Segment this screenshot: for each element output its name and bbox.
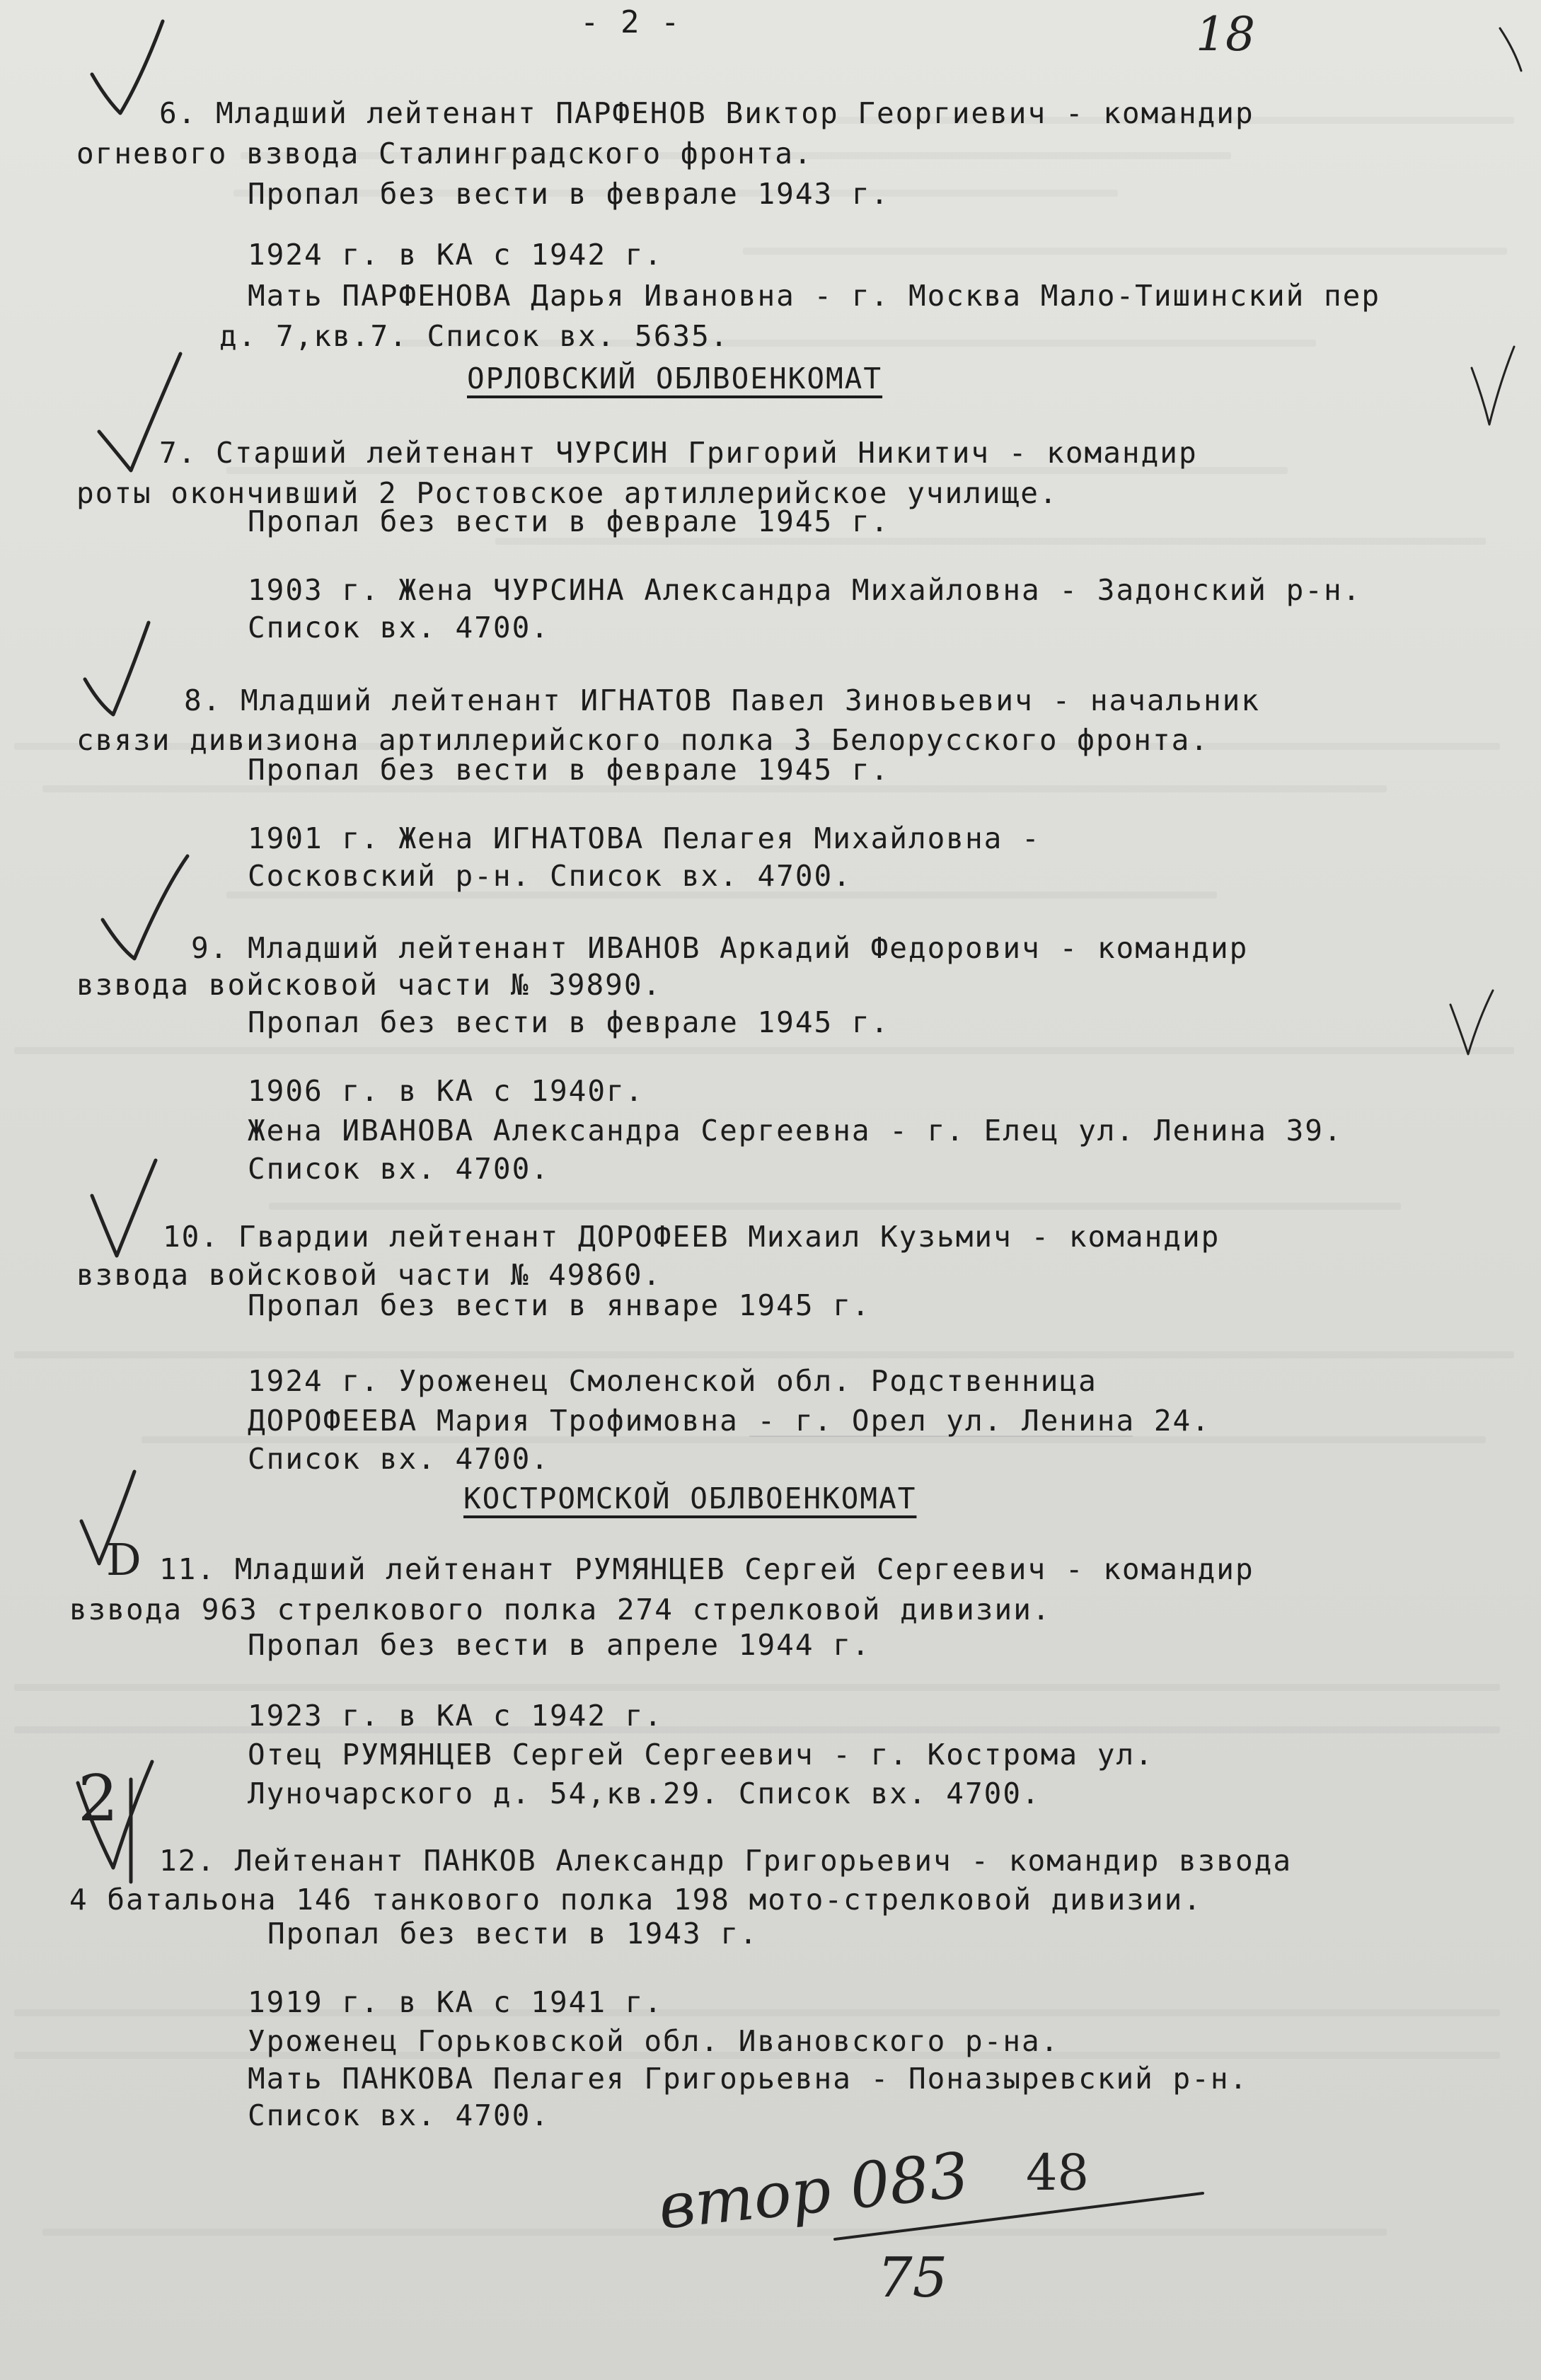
entry-heading: 6. Младший лейтенант ПАРФЕНОВ Виктор Георгиевич - командир: [159, 96, 1254, 130]
entry-detail: Список вх. 4700.: [248, 611, 550, 645]
entry-detail: Отец РУМЯНЦЕВ Сергей Сергеевич - г. Кострома ул.: [248, 1738, 1154, 1772]
entry-heading: 10. Гвардии лейтенант ДОРОФЕЕВ Михаил Кузьмич - командир: [163, 1220, 1220, 1254]
entry-heading: 9. Младший лейтенант ИВАНОВ Аркадий Федорович - командир: [191, 931, 1249, 965]
entry-detail: Список вх. 4700.: [248, 1152, 550, 1186]
entry-detail: Сосковский р-н. Список вх. 4700.: [248, 859, 852, 893]
margin-check-right-2: [1450, 990, 1493, 1054]
check-mark-6: [92, 21, 163, 113]
entry-missing-status: Пропал без вести в 1943 г.: [267, 1917, 758, 1951]
check-mark-8: [85, 623, 149, 715]
entry-missing-status: Пропал без вести в январе 1945 г.: [248, 1288, 871, 1322]
entry-heading: 8. Младший лейтенант ИГНАТОВ Павел Зиновьевич - начальник: [184, 683, 1260, 717]
entry-detail: Жена ИВАНОВА Александра Сергеевна - г. Елец ул. Ленина 39.: [248, 1114, 1343, 1148]
entry-detail: 1903 г. Жена ЧУРСИНА Александра Михайловна - Задонский р-н.: [248, 573, 1362, 607]
entry-detail: 1906 г. в КА с 1940г.: [248, 1074, 645, 1108]
entry-heading: 12. Лейтенант ПАНКОВ Александр Григорьевич - командир взвода: [159, 1844, 1293, 1878]
margin-check-right-1: [1472, 347, 1514, 424]
entry-detail: Список вх. 4700.: [248, 2098, 550, 2132]
entry-detail: д. 7,кв.7. Список вх. 5635.: [219, 319, 729, 353]
handwritten-denominator: 75: [877, 2246, 948, 2310]
handwritten-mark-d: D: [106, 1534, 142, 1585]
entry-detail: 1901 г. Жена ИГНАТОВА Пелагея Михайловна -: [248, 821, 1041, 855]
entry-description: 4 батальона 146 танкового полка 198 мото-стрелковой дивизии.: [69, 1883, 1203, 1917]
entry-missing-status: Пропал без вести в феврале 1945 г.: [248, 1005, 890, 1039]
entry-description: роты окончивший 2 Ростовское артиллерийское училище.: [76, 476, 1058, 510]
handwritten-number-48: 48: [1026, 2144, 1090, 2202]
entry-description: взвода 963 стрелкового полка 274 стрелковой дивизии.: [69, 1593, 1051, 1627]
check-mark-10: [92, 1160, 156, 1256]
entry-detail: Луночарского д. 54,кв.29. Список вх. 4700.: [248, 1777, 1041, 1810]
entry-heading: 7. Старший лейтенант ЧУРСИН Григорий Никитич - командир: [159, 436, 1198, 470]
entry-missing-status: Пропал без вести в феврале 1945 г.: [248, 753, 890, 787]
handwritten-mark-2: 2: [78, 1762, 119, 1836]
entry-detail: 1924 г. Уроженец Смоленской обл. Родственница: [248, 1364, 1097, 1398]
entry-detail: Мать ПАНКОВА Пелагея Григорьевна - Поназыревский р-н.: [248, 2062, 1249, 2096]
entry-description: взвода войсковой части № 39890.: [76, 968, 662, 1002]
entry-detail: 1923 г. в КА с 1942 г.: [248, 1699, 664, 1733]
entry-missing-status: Пропал без вести в апреле 1944 г.: [248, 1628, 871, 1662]
entry-detail: 1924 г. в КА с 1942 г.: [248, 238, 664, 272]
entry-detail: 1919 г. в КА с 1941 г.: [248, 1985, 664, 2019]
entry-missing-status: Пропал без вести в феврале 1945 г.: [248, 504, 890, 538]
entry-detail: Уроженец Горьковской обл. Ивановского р-на.: [248, 2024, 1060, 2058]
entry-detail: Список вх. 4700.: [248, 1442, 550, 1476]
entry-detail: Мать ПАРФЕНОВА Дарья Ивановна - г. Москва Мало-Тишинский пер: [248, 279, 1381, 313]
entry-description: связи дивизиона артиллерийского полка 3 Белорусского фронта.: [76, 723, 1210, 757]
entry-detail: ДОРОФЕЕВА Мария Трофимовна - г. Орел ул. Ленина 24.: [248, 1404, 1211, 1438]
section-heading-orel: ОРЛОВСКИЙ ОБЛВОЕНКОМАТ: [467, 362, 883, 395]
entry-description: взвода войсковой части № 49860.: [76, 1258, 662, 1292]
handwritten-archive-number: втор 083: [654, 2138, 973, 2243]
check-mark-9: [103, 856, 187, 959]
entry-description: огневого взвода Сталинградского фронта.: [76, 137, 813, 171]
margin-stroke-right: [1500, 28, 1521, 71]
entry-heading: 11. Младший лейтенант РУМЯНЦЕВ Сергей Сергеевич - командир: [159, 1552, 1254, 1586]
entry-missing-status: Пропал без вести в феврале 1943 г.: [248, 177, 890, 211]
section-heading-kostroma: КОСТРОМСКОЙ ОБЛВОЕНКОМАТ: [463, 1481, 917, 1515]
margin-note: 18: [1196, 7, 1255, 62]
page-number: - 2 -: [580, 4, 681, 40]
